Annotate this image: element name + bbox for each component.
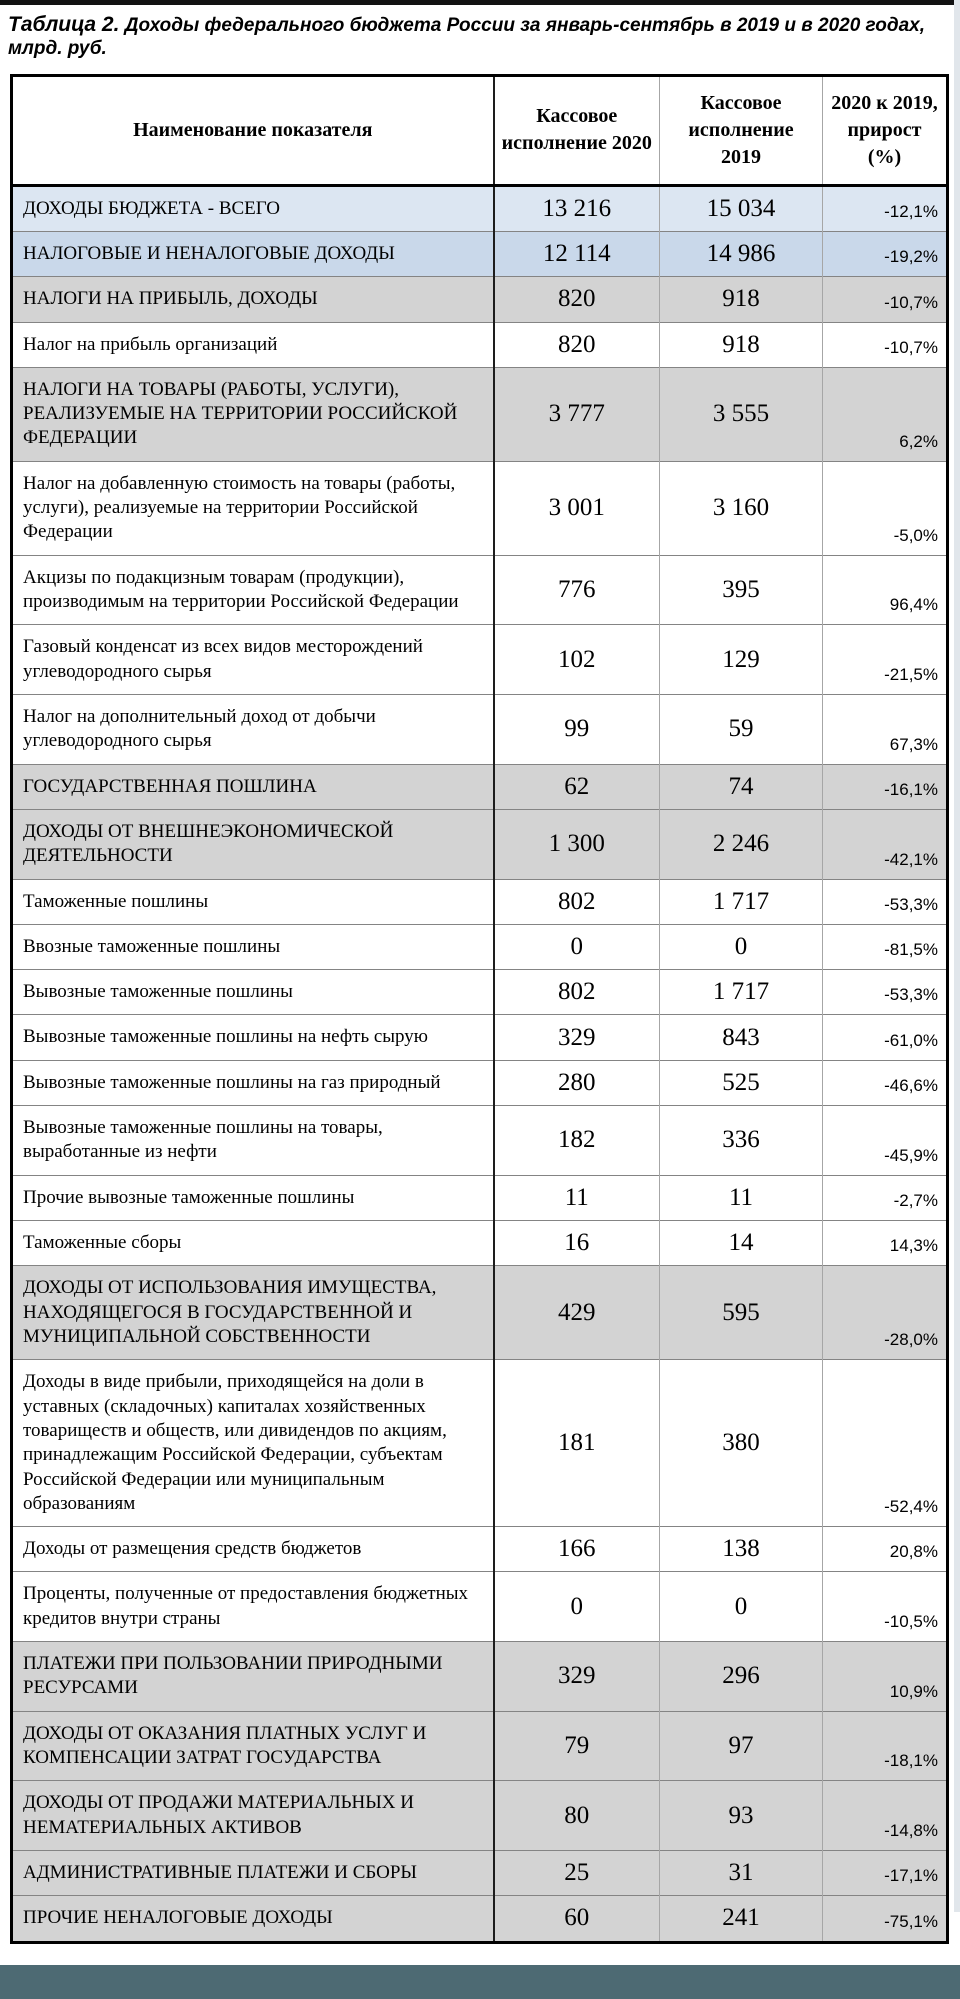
value-2019-cell: 918	[660, 277, 823, 322]
table-row	[12, 1175, 948, 1220]
value-2020-cell: 11	[494, 1175, 660, 1220]
percent-cell: -18,1%	[823, 1711, 948, 1781]
column-header-growth: 2020 к 2019, прирост (%)	[823, 75, 948, 185]
table-row	[12, 555, 948, 625]
value-2020-cell: 0	[494, 1572, 660, 1642]
column-header-indicator: Наименование показателя	[12, 75, 494, 185]
table-row	[12, 1642, 948, 1712]
document-page	[0, 12, 960, 1944]
table-row	[12, 1015, 948, 1060]
value-2020-cell: 280	[494, 1060, 660, 1105]
table-row	[12, 1896, 948, 1942]
percent-cell: -53,3%	[823, 970, 948, 1015]
value-2019-cell: 2 246	[660, 809, 823, 879]
value-2019-cell: 3 555	[660, 367, 823, 461]
row-name-cell: Доходы от размещения средств бюджетов	[12, 1527, 494, 1572]
percent-cell: -81,5%	[823, 924, 948, 969]
row-name-cell: Налог на прибыль организаций	[12, 322, 494, 367]
title-prefix: Таблица 2.	[8, 13, 120, 36]
row-name-cell: ПЛАТЕЖИ ПРИ ПОЛЬЗОВАНИИ ПРИРОДНЫМИ РЕСУРСАМИ	[12, 1642, 494, 1712]
value-2020-cell: 16	[494, 1221, 660, 1266]
table-row	[12, 231, 948, 276]
percent-cell: -46,6%	[823, 1060, 948, 1105]
value-2019-cell: 843	[660, 1015, 823, 1060]
percent-cell: -17,1%	[823, 1850, 948, 1895]
value-2020-cell: 776	[494, 555, 660, 625]
value-2020-cell: 79	[494, 1711, 660, 1781]
row-name-cell: ДОХОДЫ ОТ ВНЕШНЕЭКОНОМИЧЕСКОЙ ДЕЯТЕЛЬНОСТИ	[12, 809, 494, 879]
value-2019-cell: 1 717	[660, 879, 823, 924]
table-body	[12, 185, 948, 1942]
percent-cell: 20,8%	[823, 1527, 948, 1572]
value-2019-cell: 1 717	[660, 970, 823, 1015]
row-name-cell: ПРОЧИЕ НЕНАЛОГОВЫЕ ДОХОДЫ	[12, 1896, 494, 1942]
percent-cell: -19,2%	[823, 231, 948, 276]
table-row	[12, 694, 948, 764]
value-2019-cell: 0	[660, 1572, 823, 1642]
value-2019-cell: 0	[660, 924, 823, 969]
table-row	[12, 924, 948, 969]
value-2019-cell: 525	[660, 1060, 823, 1105]
header-row	[12, 75, 948, 185]
table-row	[12, 970, 948, 1015]
percent-cell: 96,4%	[823, 555, 948, 625]
table-row	[12, 625, 948, 695]
value-2019-cell: 595	[660, 1266, 823, 1360]
value-2020-cell: 429	[494, 1266, 660, 1360]
percent-cell: -21,5%	[823, 625, 948, 695]
value-2020-cell: 802	[494, 879, 660, 924]
value-2019-cell: 74	[660, 764, 823, 809]
table-row	[12, 277, 948, 322]
value-2019-cell: 14 986	[660, 231, 823, 276]
row-name-cell: Налог на дополнительный доход от добычи углеводородного сырья	[12, 694, 494, 764]
percent-cell: -12,1%	[823, 185, 948, 231]
value-2019-cell: 3 160	[660, 461, 823, 555]
value-2020-cell: 60	[494, 1896, 660, 1942]
table-row	[12, 1221, 948, 1266]
row-name-cell: Вывозные таможенные пошлины на нефть сырую	[12, 1015, 494, 1060]
value-2020-cell: 25	[494, 1850, 660, 1895]
value-2020-cell: 329	[494, 1642, 660, 1712]
row-name-cell: Налог на добавленную стоимость на товары (работы, услуги), реализуемые на территории Российской Федерации	[12, 461, 494, 555]
row-name-cell: Газовый конденсат из всех видов месторождений углеводородного сырья	[12, 625, 494, 695]
value-2020-cell: 13 216	[494, 185, 660, 231]
percent-cell: -2,7%	[823, 1175, 948, 1220]
percent-cell: -16,1%	[823, 764, 948, 809]
table-row	[12, 1106, 948, 1176]
row-name-cell: ГОСУДАРСТВЕННАЯ ПОШЛИНА	[12, 764, 494, 809]
row-name-cell: Ввозные таможенные пошлины	[12, 924, 494, 969]
row-name-cell: ДОХОДЫ БЮДЖЕТА - ВСЕГО	[12, 185, 494, 231]
value-2019-cell: 138	[660, 1527, 823, 1572]
value-2020-cell: 820	[494, 322, 660, 367]
percent-cell: -28,0%	[823, 1266, 948, 1360]
row-name-cell: Таможенные сборы	[12, 1221, 494, 1266]
page-title	[8, 12, 950, 61]
table-row	[12, 367, 948, 461]
value-2020-cell: 12 114	[494, 231, 660, 276]
percent-cell: -45,9%	[823, 1106, 948, 1176]
row-name-cell: Проценты, полученные от предоставления бюджетных кредитов внутри страны	[12, 1572, 494, 1642]
table-row	[12, 322, 948, 367]
row-name-cell: ДОХОДЫ ОТ ИСПОЛЬЗОВАНИЯ ИМУЩЕСТВА, НАХОДЯЩЕГОСЯ В ГОСУДАРСТВЕННОЙ И МУНИЦИПАЛЬНОЙ СОБСТВЕННОСТИ	[12, 1266, 494, 1360]
table-row	[12, 1711, 948, 1781]
value-2020-cell: 0	[494, 924, 660, 969]
value-2020-cell: 802	[494, 970, 660, 1015]
table-row	[12, 1527, 948, 1572]
percent-cell: 6,2%	[823, 367, 948, 461]
percent-cell: -42,1%	[823, 809, 948, 879]
value-2019-cell: 296	[660, 1642, 823, 1712]
table-row	[12, 461, 948, 555]
table-row	[12, 879, 948, 924]
value-2020-cell: 1 300	[494, 809, 660, 879]
table-row	[12, 809, 948, 879]
percent-cell: 67,3%	[823, 694, 948, 764]
scrollbar-strip	[954, 0, 960, 1912]
row-name-cell: Доходы в виде прибыли, приходящейся на доли в уставных (складочных) капиталах хозяйственных товариществ и обществ, или дивидендов по акциям, принадлежащим Российской Федерации, субъектам Российской Федерации или муниципальным образованиям	[12, 1360, 494, 1527]
column-header-exec-2020: Кассовое исполнение 2020	[494, 75, 660, 185]
table-row	[12, 1781, 948, 1851]
value-2019-cell: 129	[660, 625, 823, 695]
value-2019-cell: 380	[660, 1360, 823, 1527]
percent-cell: -10,7%	[823, 277, 948, 322]
value-2019-cell: 59	[660, 694, 823, 764]
value-2020-cell: 80	[494, 1781, 660, 1851]
value-2020-cell: 99	[494, 694, 660, 764]
row-name-cell: Вывозные таможенные пошлины на газ природный	[12, 1060, 494, 1105]
budget-table	[10, 74, 949, 1944]
row-name-cell: ДОХОДЫ ОТ ОКАЗАНИЯ ПЛАТНЫХ УСЛУГ И КОМПЕНСАЦИИ ЗАТРАТ ГОСУДАРСТВА	[12, 1711, 494, 1781]
row-name-cell: АДМИНИСТРАТИВНЫЕ ПЛАТЕЖИ И СБОРЫ	[12, 1850, 494, 1895]
value-2020-cell: 3 001	[494, 461, 660, 555]
value-2019-cell: 14	[660, 1221, 823, 1266]
percent-cell: 10,9%	[823, 1642, 948, 1712]
value-2019-cell: 918	[660, 322, 823, 367]
percent-cell: -5,0%	[823, 461, 948, 555]
table-row	[12, 1850, 948, 1895]
table-row	[12, 1572, 948, 1642]
table-row	[12, 764, 948, 809]
bottom-gap	[0, 1944, 960, 1965]
value-2020-cell: 102	[494, 625, 660, 695]
row-name-cell: Таможенные пошлины	[12, 879, 494, 924]
value-2019-cell: 93	[660, 1781, 823, 1851]
value-2019-cell: 31	[660, 1850, 823, 1895]
percent-cell: -14,8%	[823, 1781, 948, 1851]
table-row	[12, 1060, 948, 1105]
value-2019-cell: 97	[660, 1711, 823, 1781]
row-name-cell: НАЛОГИ НА ПРИБЫЛЬ, ДОХОДЫ	[12, 277, 494, 322]
top-border-bar	[0, 0, 960, 5]
value-2020-cell: 166	[494, 1527, 660, 1572]
percent-cell: -10,7%	[823, 322, 948, 367]
value-2020-cell: 62	[494, 764, 660, 809]
percent-cell: 14,3%	[823, 1221, 948, 1266]
table-row	[12, 1360, 948, 1527]
row-name-cell: ДОХОДЫ ОТ ПРОДАЖИ МАТЕРИАЛЬНЫХ И НЕМАТЕРИАЛЬНЫХ АКТИВОВ	[12, 1781, 494, 1851]
value-2019-cell: 241	[660, 1896, 823, 1942]
table-row	[12, 1266, 948, 1360]
value-2020-cell: 329	[494, 1015, 660, 1060]
row-name-cell: НАЛОГИ НА ТОВАРЫ (РАБОТЫ, УСЛУГИ), РЕАЛИЗУЕМЫЕ НА ТЕРРИТОРИИ РОССИЙСКОЙ ФЕДЕРАЦИИ	[12, 367, 494, 461]
row-name-cell: Прочие вывозные таможенные пошлины	[12, 1175, 494, 1220]
row-name-cell: Акцизы по подакцизным товарам (продукции), производимым на территории Российской Федерации	[12, 555, 494, 625]
title-rest: Доходы федерального бюджета России за январь-сентябрь в 2019 и в 2020 годах, млрд. руб.	[8, 15, 925, 59]
value-2019-cell: 15 034	[660, 185, 823, 231]
row-name-cell: Вывозные таможенные пошлины на товары, выработанные из нефти	[12, 1106, 494, 1176]
percent-cell: -61,0%	[823, 1015, 948, 1060]
value-2019-cell: 336	[660, 1106, 823, 1176]
row-name-cell: Вывозные таможенные пошлины	[12, 970, 494, 1015]
footer-bar	[0, 1965, 960, 1999]
percent-cell: -10,5%	[823, 1572, 948, 1642]
percent-cell: -75,1%	[823, 1896, 948, 1942]
value-2020-cell: 820	[494, 277, 660, 322]
value-2019-cell: 11	[660, 1175, 823, 1220]
percent-cell: -52,4%	[823, 1360, 948, 1527]
value-2020-cell: 182	[494, 1106, 660, 1176]
value-2020-cell: 181	[494, 1360, 660, 1527]
column-header-exec-2019: Кассовое исполнение 2019	[660, 75, 823, 185]
value-2019-cell: 395	[660, 555, 823, 625]
row-name-cell: НАЛОГОВЫЕ И НЕНАЛОГОВЫЕ ДОХОДЫ	[12, 231, 494, 276]
table-row	[12, 185, 948, 231]
percent-cell: -53,3%	[823, 879, 948, 924]
value-2020-cell: 3 777	[494, 367, 660, 461]
